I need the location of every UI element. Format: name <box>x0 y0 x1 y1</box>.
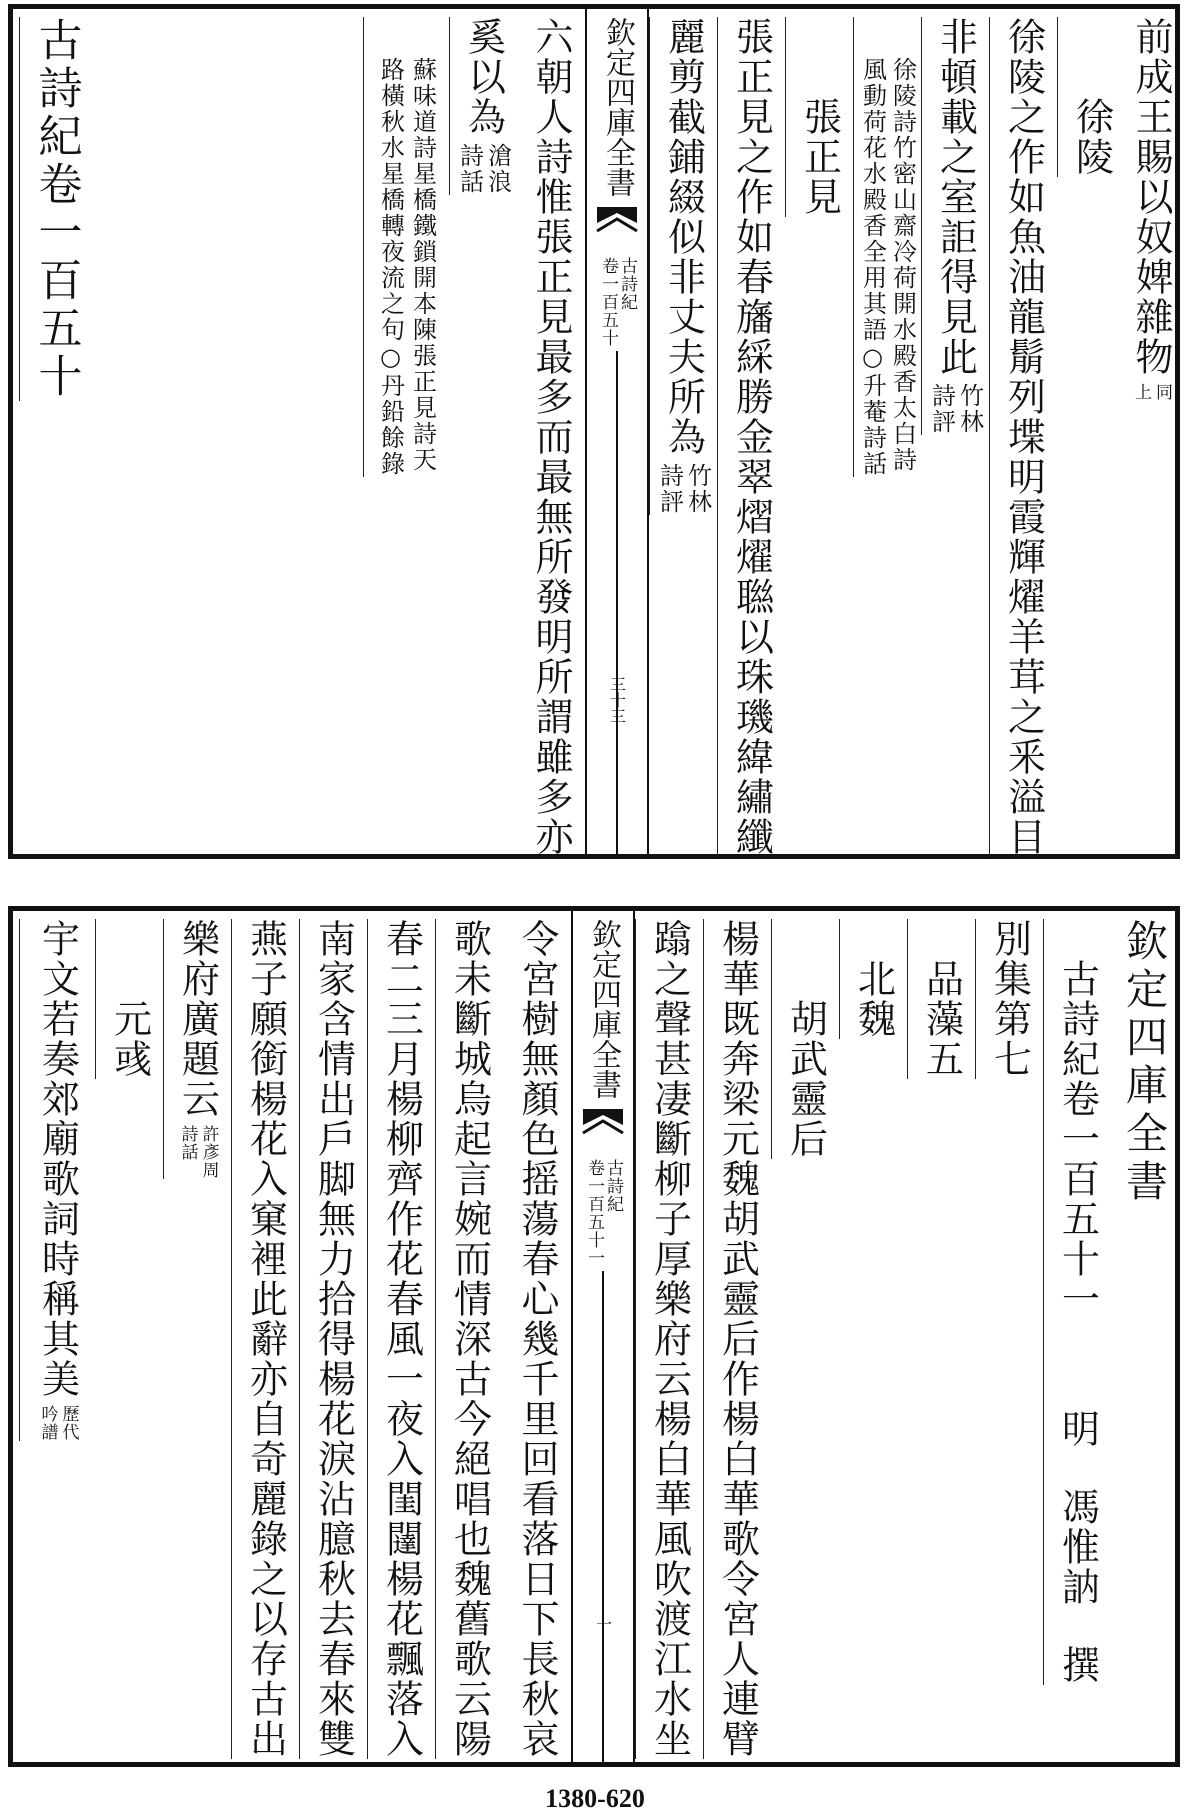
column <box>503 919 571 1759</box>
text-column: 燕子願銜楊花入窠裡此辭亦自奇麗錄之以存古出 <box>243 919 288 1759</box>
page-number: 1380-620 <box>545 1784 645 1813</box>
column <box>231 919 299 1759</box>
poet-heading: 徐陵 <box>1069 97 1114 177</box>
spine-book-title: 古詩紀 <box>617 257 637 311</box>
annotation <box>1132 383 1170 401</box>
column <box>975 919 1043 1079</box>
text-column: 楊華既奔梁元魏胡武靈后作楊白華歌令宮人連臂 <box>715 919 760 1759</box>
center-spine <box>571 911 635 1762</box>
upper-page <box>8 4 1180 859</box>
poet-heading: 張正見 <box>797 97 842 217</box>
column <box>163 919 231 1179</box>
text-column: 歌未斷城烏起言婉而情深古今絕唱也魏舊歌云陽 <box>447 919 492 1759</box>
volume-title: 古詩紀卷一百五十一 <box>1055 959 1100 1319</box>
column <box>907 919 975 1079</box>
spine-subtitle <box>599 257 635 347</box>
fish-tail-mark-icon <box>581 1105 625 1153</box>
annotation <box>455 143 512 195</box>
small-text-column: 蘇味道詩星橋鐵鎖開本陳張正見詩天 <box>408 57 437 473</box>
column <box>1111 919 1177 1207</box>
column <box>853 17 921 477</box>
text-column: 樂府廣題云 <box>175 919 220 1119</box>
text-column: 春二三月楊柳齊作花春風一夜入閨闥楊花飄落入 <box>379 919 424 1759</box>
text-column: 六朝人詩惟張正見最多而最無所發明所謂雖多亦 <box>529 17 573 857</box>
text-column: 奚以為 <box>461 17 506 137</box>
text-column: 蹹之聲甚凄斷柳子厚樂府云楊白華風吹渡江水坐 <box>647 919 692 1759</box>
author-role: 撰 <box>1055 1645 1100 1685</box>
column <box>771 919 839 1159</box>
spine-title: 欽定四庫全書 <box>600 17 635 197</box>
annotation-text: 詩評 <box>655 463 684 515</box>
column <box>435 919 503 1759</box>
small-text-column: 路橫秋水星橋轉夜流之句○丹鉛餘錄 <box>376 57 405 477</box>
column <box>703 919 771 1759</box>
spine-volume: 卷一百五十 <box>598 257 618 347</box>
small-text-column: 徐陵詩竹密山齋冷荷開水殿香太白詩 <box>888 57 917 473</box>
column <box>635 919 703 1759</box>
text-column: 非頓載之室詎得見此 <box>933 17 978 377</box>
column <box>517 17 585 857</box>
annotation-text: 歷代 <box>58 1405 79 1441</box>
text-column: 前成王賜以奴婢雜物 <box>1129 17 1173 377</box>
column <box>785 17 853 217</box>
annotation-text: 竹林 <box>683 463 712 515</box>
annotation-text: 上 <box>1131 383 1151 401</box>
author-dynasty: 明 <box>1055 1409 1100 1449</box>
annotation <box>179 1125 217 1179</box>
spine-volume: 卷一百五十一 <box>584 1159 604 1267</box>
volume-end-title: 古詩紀卷一百五十 <box>30 17 82 401</box>
section-heading: 別集第七 <box>987 919 1032 1079</box>
annotation <box>655 463 712 515</box>
annotation-text: 許彥周 <box>198 1125 219 1179</box>
spine-subtitle <box>585 1159 621 1267</box>
column <box>19 919 95 1441</box>
spine-rule <box>616 351 618 854</box>
annotation-text: 詩話 <box>455 143 484 195</box>
column <box>989 17 1057 857</box>
column <box>19 17 91 401</box>
column <box>921 17 989 435</box>
author-line <box>1055 1409 1100 1685</box>
small-text-column: 風動荷花水殿香全用其語○升菴詩話 <box>858 57 887 477</box>
dynasty-heading: 北魏 <box>851 959 896 1039</box>
author-name: 馮惟訥 <box>1055 1487 1100 1607</box>
text-column: 張正見之作如春旛綵勝金翠熠燿聮以珠璣緯繡纖 <box>729 17 774 857</box>
poet-heading: 元彧 <box>107 999 152 1079</box>
center-spine <box>585 9 649 854</box>
annotation-text: 詩話 <box>177 1125 198 1161</box>
poet-heading: 胡武靈后 <box>783 999 828 1159</box>
text-column: 令宮樹無顏色摇蕩春心幾千里回看落日下長秋哀 <box>515 919 559 1759</box>
spine-title: 欽定四庫全書 <box>586 919 621 1099</box>
column <box>1043 919 1111 1685</box>
fish-tail-mark-icon <box>595 203 639 251</box>
chapter-heading: 品藻五 <box>919 959 964 1079</box>
lower-page <box>8 906 1180 1767</box>
column <box>449 17 517 195</box>
column <box>717 17 785 857</box>
column <box>95 919 163 1079</box>
annotation-text: 滄浪 <box>483 143 512 195</box>
annotation-text: 吟譜 <box>37 1405 58 1441</box>
column <box>649 17 717 515</box>
collection-title: 欽定四庫全書 <box>1120 919 1169 1207</box>
spine-book-title: 古詩紀 <box>603 1159 623 1213</box>
annotation <box>39 1405 77 1441</box>
column <box>363 17 449 477</box>
annotation-text: 詩評 <box>927 383 956 435</box>
column <box>367 919 435 1759</box>
column <box>1125 17 1177 401</box>
column <box>1057 17 1125 177</box>
text-column: 徐陵之作如魚油龍鬅列堞明霞輝燿羊茸之釆溢目 <box>1001 17 1046 857</box>
spine-page-number: 三十三 <box>607 676 627 724</box>
annotation-text: 同 <box>1152 383 1172 401</box>
column <box>839 919 907 1039</box>
spine-rule <box>602 1271 604 1762</box>
spine-page-number: 一 <box>593 1616 613 1632</box>
text-column: 麗剪截鋪綴似非丈夫所為 <box>661 17 706 457</box>
text-column: 宇文若奏郊廟歌詞時稱其美 <box>35 919 80 1399</box>
column <box>299 919 367 1759</box>
annotation-text: 竹林 <box>955 383 984 435</box>
text-column: 南家含情出戶脚無力拾得楊花淚沾臆秋去春來雙 <box>311 919 356 1759</box>
annotation <box>927 383 984 435</box>
